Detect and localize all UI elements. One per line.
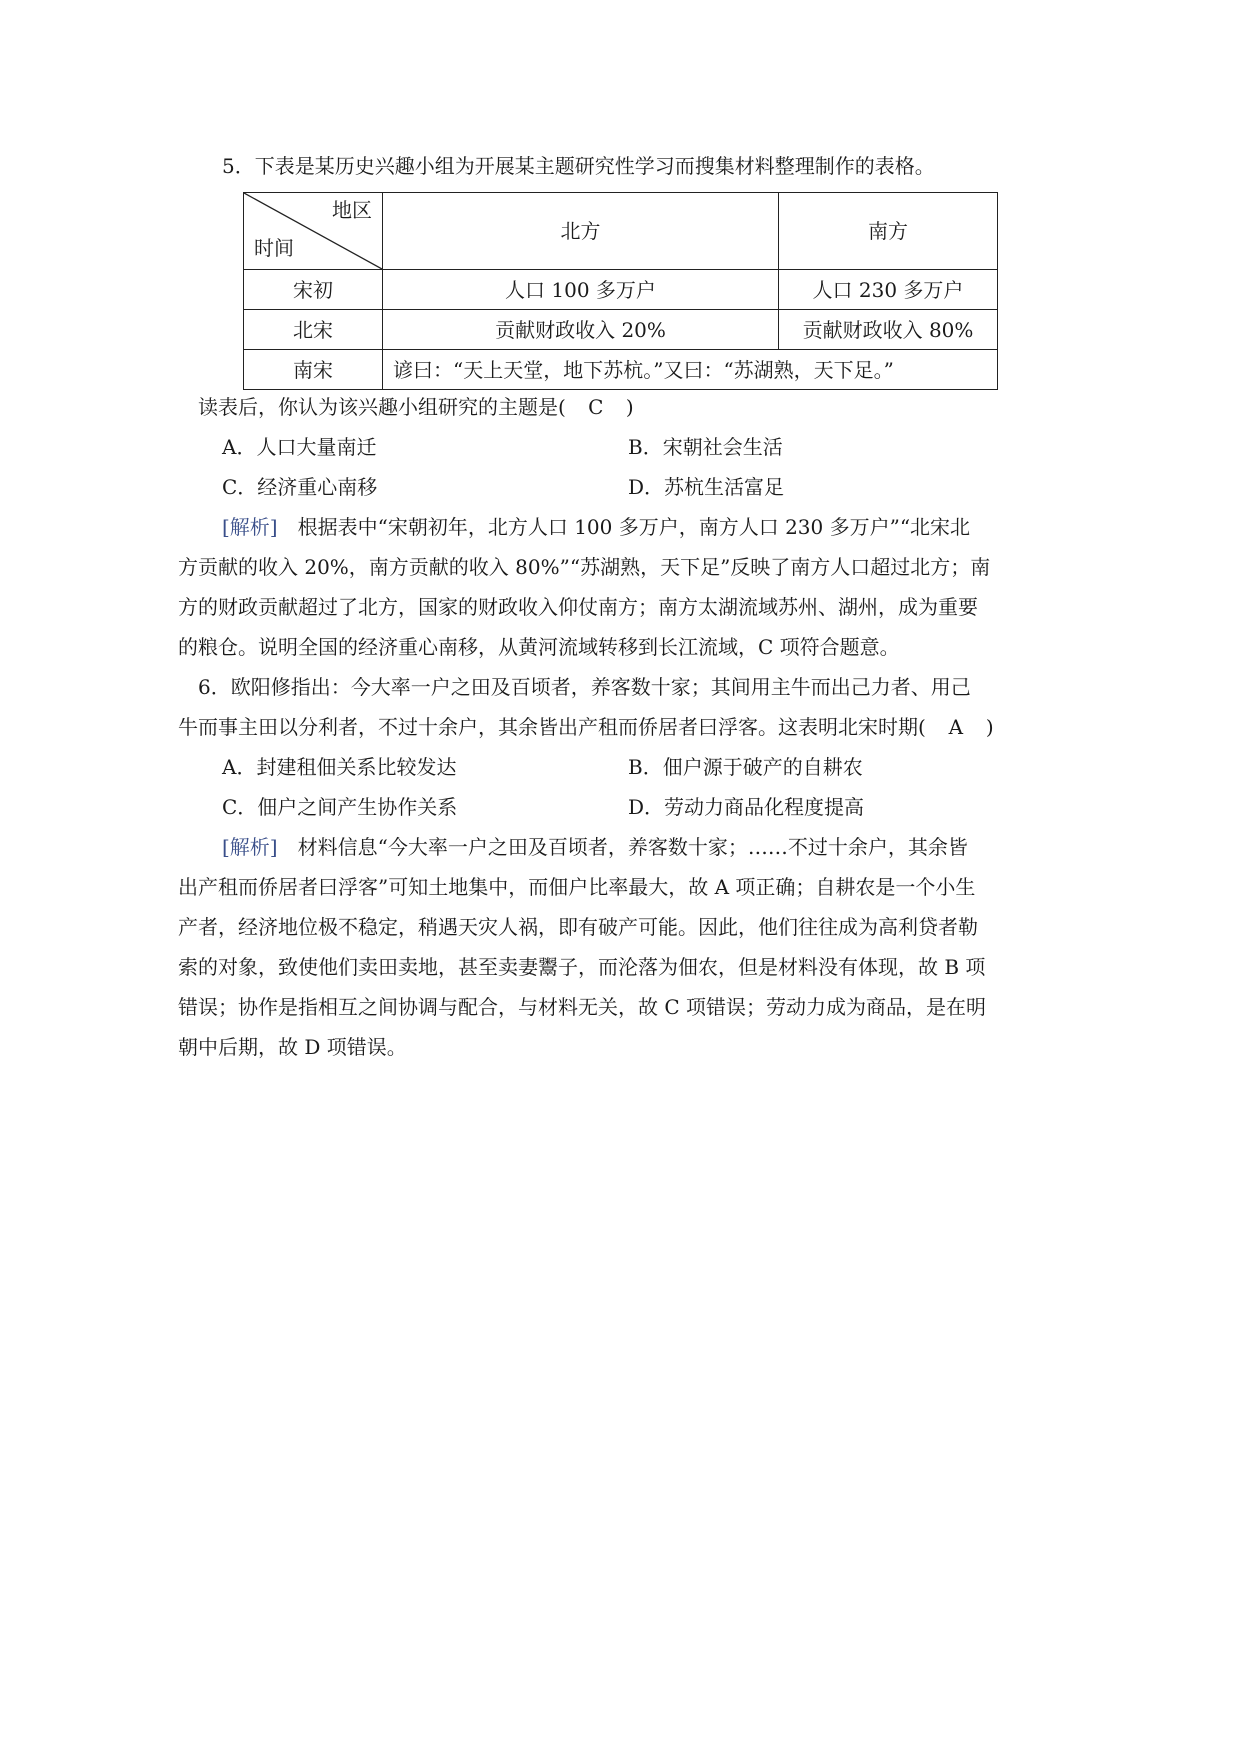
q5-close-paren: ) (625, 395, 634, 419)
q5-stem: 5．下表是某历史兴趣小组为开展某主题研究性学习而搜集材料整理制作的表格。 (222, 154, 935, 178)
q6-stem-line: 6．欧阳修指出：今大率一户之田及百顷者，养客数十家；其间用主牛而出己力者、用己 (198, 675, 971, 699)
q6-analysis-line: 索的对象，致使他们卖田卖地，甚至卖妻鬻子，而沦落为佃农，但是材料没有体现，故 B 项 (178, 955, 986, 979)
row-north: 人口 100 多万户 (383, 270, 779, 310)
q6-analysis-line: 产者，经济地位极不稳定，稍遇天灾人祸，即有破产可能。因此，他们往往成为高利贷者勒 (178, 915, 978, 939)
table-header-row (244, 193, 998, 270)
row-period: 北宋 (244, 310, 383, 350)
q6-analysis-line (222, 833, 968, 861)
q6-analysis-tag: [解析] (222, 835, 278, 859)
q6-analysis-text: 材料信息“今大率一户之田及百顷者，养客数十家；……不过十余户，其余皆 (297, 835, 968, 859)
q6-stem-line (178, 713, 994, 741)
q6-analysis-line: 朝中后期，故 D 项错误。 (178, 1035, 407, 1059)
q5-answer: C (588, 395, 604, 419)
q6-option-b: B．佃户源于破产的自耕农 (628, 755, 863, 779)
q5-analysis-tag: [解析] (222, 515, 278, 539)
q6-stem-text: 牛而事主田以分利者，不过十余户，其余皆出产租而侨居者曰浮客。这表明北宋时期( (178, 715, 926, 739)
q5-table (243, 192, 998, 390)
q5-analysis-text: 根据表中“宋朝初年，北方人口 100 多万户，南方人口 230 多万户”“北宋北 (297, 515, 971, 539)
table-row (244, 350, 998, 390)
q5-question (198, 393, 634, 421)
q6-analysis-line: 出产租而侨居者曰浮客”可知土地集中，而佃户比率最大，故 A 项正确；自耕农是一个小生 (178, 875, 976, 899)
col-header-north: 北方 (383, 193, 779, 270)
q5-option-b: B．宋朝社会生活 (628, 435, 783, 459)
q5-analysis-line (222, 513, 970, 541)
q5-analysis-line: 方贡献的收入 20%，南方贡献的收入 80%”“苏湖熟，天下足”反映了南方人口超过北方；南 (178, 555, 991, 579)
q6-answer: A (948, 715, 964, 739)
q5-analysis-line: 的粮仓。说明全国的经济重心南移，从黄河流域转移到长江流域，C 项符合题意。 (178, 635, 900, 659)
q5-option-c: C．经济重心南移 (222, 475, 378, 499)
corner-bottom-label: 时间 (254, 236, 294, 260)
corner-cell (244, 193, 383, 270)
table-row (244, 270, 998, 310)
q5-question-text: 读表后，你认为该兴趣小组研究的主题是( (198, 395, 566, 419)
q5-option-a: A．人口大量南迁 (222, 435, 377, 459)
q5-option-d: D．苏杭生活富足 (628, 475, 785, 499)
row-period: 宋初 (244, 270, 383, 310)
q6-analysis-line: 错误；协作是指相互之间协调与配合，与材料无关，故 C 项错误；劳动力成为商品，是在明 (178, 995, 987, 1019)
q6-close-paren: ) (985, 715, 994, 739)
row-merged: 谚曰：“天上天堂，地下苏杭。”又曰：“苏湖熟，天下足。” (383, 350, 998, 390)
q5-analysis-line: 方的财政贡献超过了北方，国家的财政收入仰仗南方；南方太湖流域苏州、湖州，成为重要 (178, 595, 978, 619)
q6-option-a: A．封建租佃关系比较发达 (222, 755, 457, 779)
row-south: 贡献财政收入 80% (779, 310, 998, 350)
row-north: 贡献财政收入 20% (383, 310, 779, 350)
q6-option-c: C．佃户之间产生协作关系 (222, 795, 458, 819)
row-period: 南宋 (244, 350, 383, 390)
table-row (244, 310, 998, 350)
col-header-south: 南方 (779, 193, 998, 270)
q6-option-d: D．劳动力商品化程度提高 (628, 795, 865, 819)
row-south: 人口 230 多万户 (779, 270, 998, 310)
corner-top-label: 地区 (332, 198, 372, 222)
